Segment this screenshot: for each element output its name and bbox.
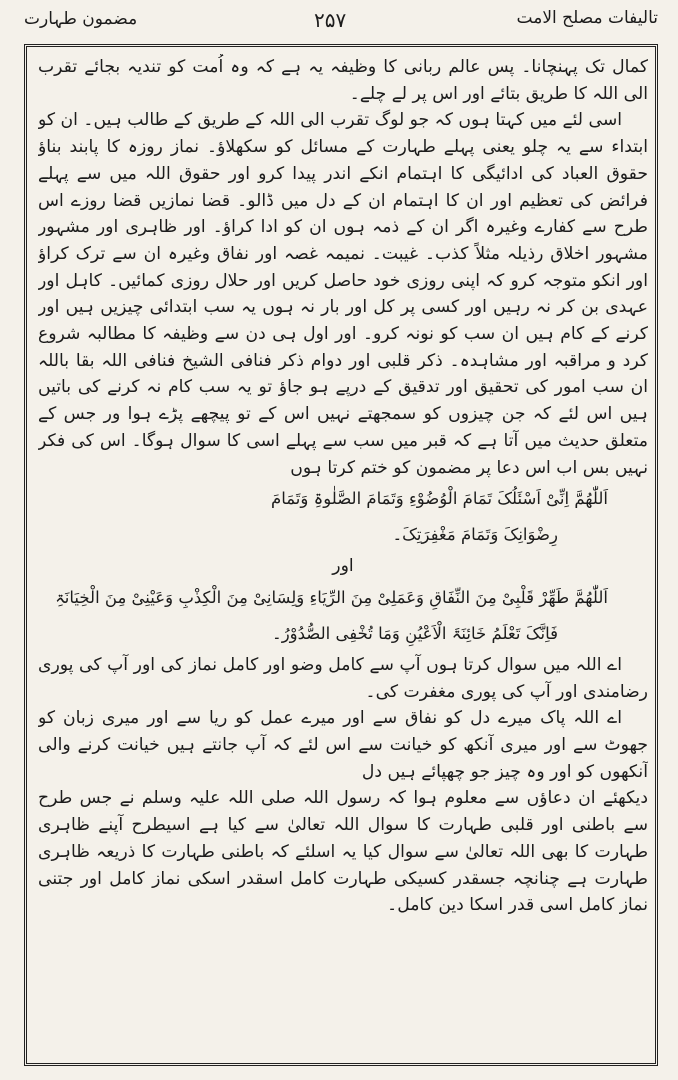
- dua-2-line-2: فَاِنَّکَ تَعْلَمُ خَائِنَۃَ الْاَعْیُنِ وَمَا تُخْفِی الصُّدُوْرُ۔: [272, 623, 558, 643]
- page-header: [14, 4, 664, 40]
- and-word: اور: [332, 556, 354, 577]
- main-text: [38, 54, 648, 1058]
- page-number: ۲۵۷: [314, 8, 347, 32]
- section-title: مضمون طہارت: [24, 9, 138, 29]
- paragraph-2: اسی لئے میں کہتا ہوں کہ جو لوگ تقرب الی اللہ کے طریق کے طالب ہیں۔ ان کو ابتداء سے یہ چلو یعنی پہلے طہارت کے مسائل کو سکھلاؤ۔ نماز روزہ کا پابند بناؤ حقوق العباد کی ادائیگی کا اہتمام انکے اندر پیدا کرو اور حقوق اللہ میں سے پہلے فرائض کی تعظیم اور ان کا اہتمام ان کے دل میں ڈالو۔ قضا نمازیں قضا روزے اس طرح سے کفارے وغیرہ اگر ان کے ذمہ ہوں ان کو ادا کراؤ۔ اور ظاہری اور مشہور مشہور اخلاق رذیلہ مثلاً کذب۔ غیبت۔ نمیمہ غصہ اور نفاق وغیرہ ان سے ترک کراؤ اور انکو متوجہ کرو کہ اپنی روزی خود حاصل کریں اور حلال روزی کمائیں۔ کاہل اور عہدی بن کر نہ رہیں اور کسی پر کل اور بار نہ ہوں یہ سب ابتدائی چیزیں ہیں اور کرنے کے کام ہیں ان سب کو نونہ کرو۔ اور اول ہی دن سے وظیفہ کا مطالبہ شروع کرد و مراقبہ اور مشاہدہ۔ ذکر قلبی اور دوام ذکر فنافی الشیخ فنافی اللہ بقا باللہ ان سب امور کی تحقیق اور تدقیق کے درپے ہو جاؤ تو یہ سب کام نہ کرنے کی باتیں ہیں اس لئے کہ جن چیزوں کو سمجھتے نہیں اس کے تو پیچھے پڑے ہوا ور جس کے متعلق حدیث میں آتا ہے کہ قبر میں سب سے پہلے اسی کا سوال ہوگا۔ اس کی فکر نہیں بس اب اس دعا پر مضمون کو ختم کرتا ہوں: [38, 110, 648, 478]
- dua-1-line-2: رِضْوَانِکَ وَتَمَامَ مَغْفِرَتِکَ۔: [392, 525, 558, 545]
- translation-1: اے اللہ میں سوال کرتا ہوں آپ سے کامل وضو اور کامل نماز کی اور آپ کی پوری رضامندی اور آپ کی پوری مغفرت کی۔: [38, 654, 648, 702]
- book-title: تالیفات مصلح الامت: [516, 8, 658, 28]
- paragraph-1: کمال تک پہنچانا۔ پس عالم ربانی کا وظیفہ یہ ہے کہ وہ اُمت کو تندیہ بجائے تقرب الی اللہ کا طریق بتائے اور اس پر لے چلے۔: [38, 57, 648, 104]
- dua-2-line-1: اَللّٰھُمَّ طَھِّرْ قَلْبِیْ مِنَ النِّفَاقِ وَعَمَلِیْ مِنَ الرِّیَاءِ وَلِسَانِیْ مِنَ الْکِذْبِ وَعَیْنِیْ مِنَ الْخِیَانَۃِ: [55, 587, 608, 607]
- translation-2: اے اللہ پاک میرے دل کو نفاق سے اور میرے عمل کو ریا سے اور میری زبان کو جھوٹ سے اور میری آنکھ کو خیانت سے اس لئے کہ آپ جانتے ہیں خیانت کرنے والی آنکھوں کو اور وہ چیز جو چھپائے ہیں دل: [38, 708, 648, 782]
- conclusion-paragraph: دیکھئے ان دعاؤں سے معلوم ہوا کہ رسول اللہ صلی اللہ علیہ وسلم نے جس طرح سے باطنی اور قلبی طہارت کا سوال اللہ تعالیٰ سے کیا ہے اسیطرح آپنے ظاہری طہارت کا بھی اللہ تعالیٰ سے سوال کیا یہ اسلئے کہ باطنی طہارت کا ذریعہ ظاہری طہارت ہے چنانچہ جسقدر کسیکی طہارت کامل اسقدر اسکی نماز کامل اور جتنی نماز کامل اسی قدر اسکا دین کامل۔: [38, 788, 648, 916]
- dua-1-line-1: اَللّٰھُمَّ اِنِّیْ اَسْئَلُکَ تَمَامَ الْوُضُوْءِ وَتَمَامَ الصَّلٰوۃِ وَتَمَامَ: [271, 489, 608, 509]
